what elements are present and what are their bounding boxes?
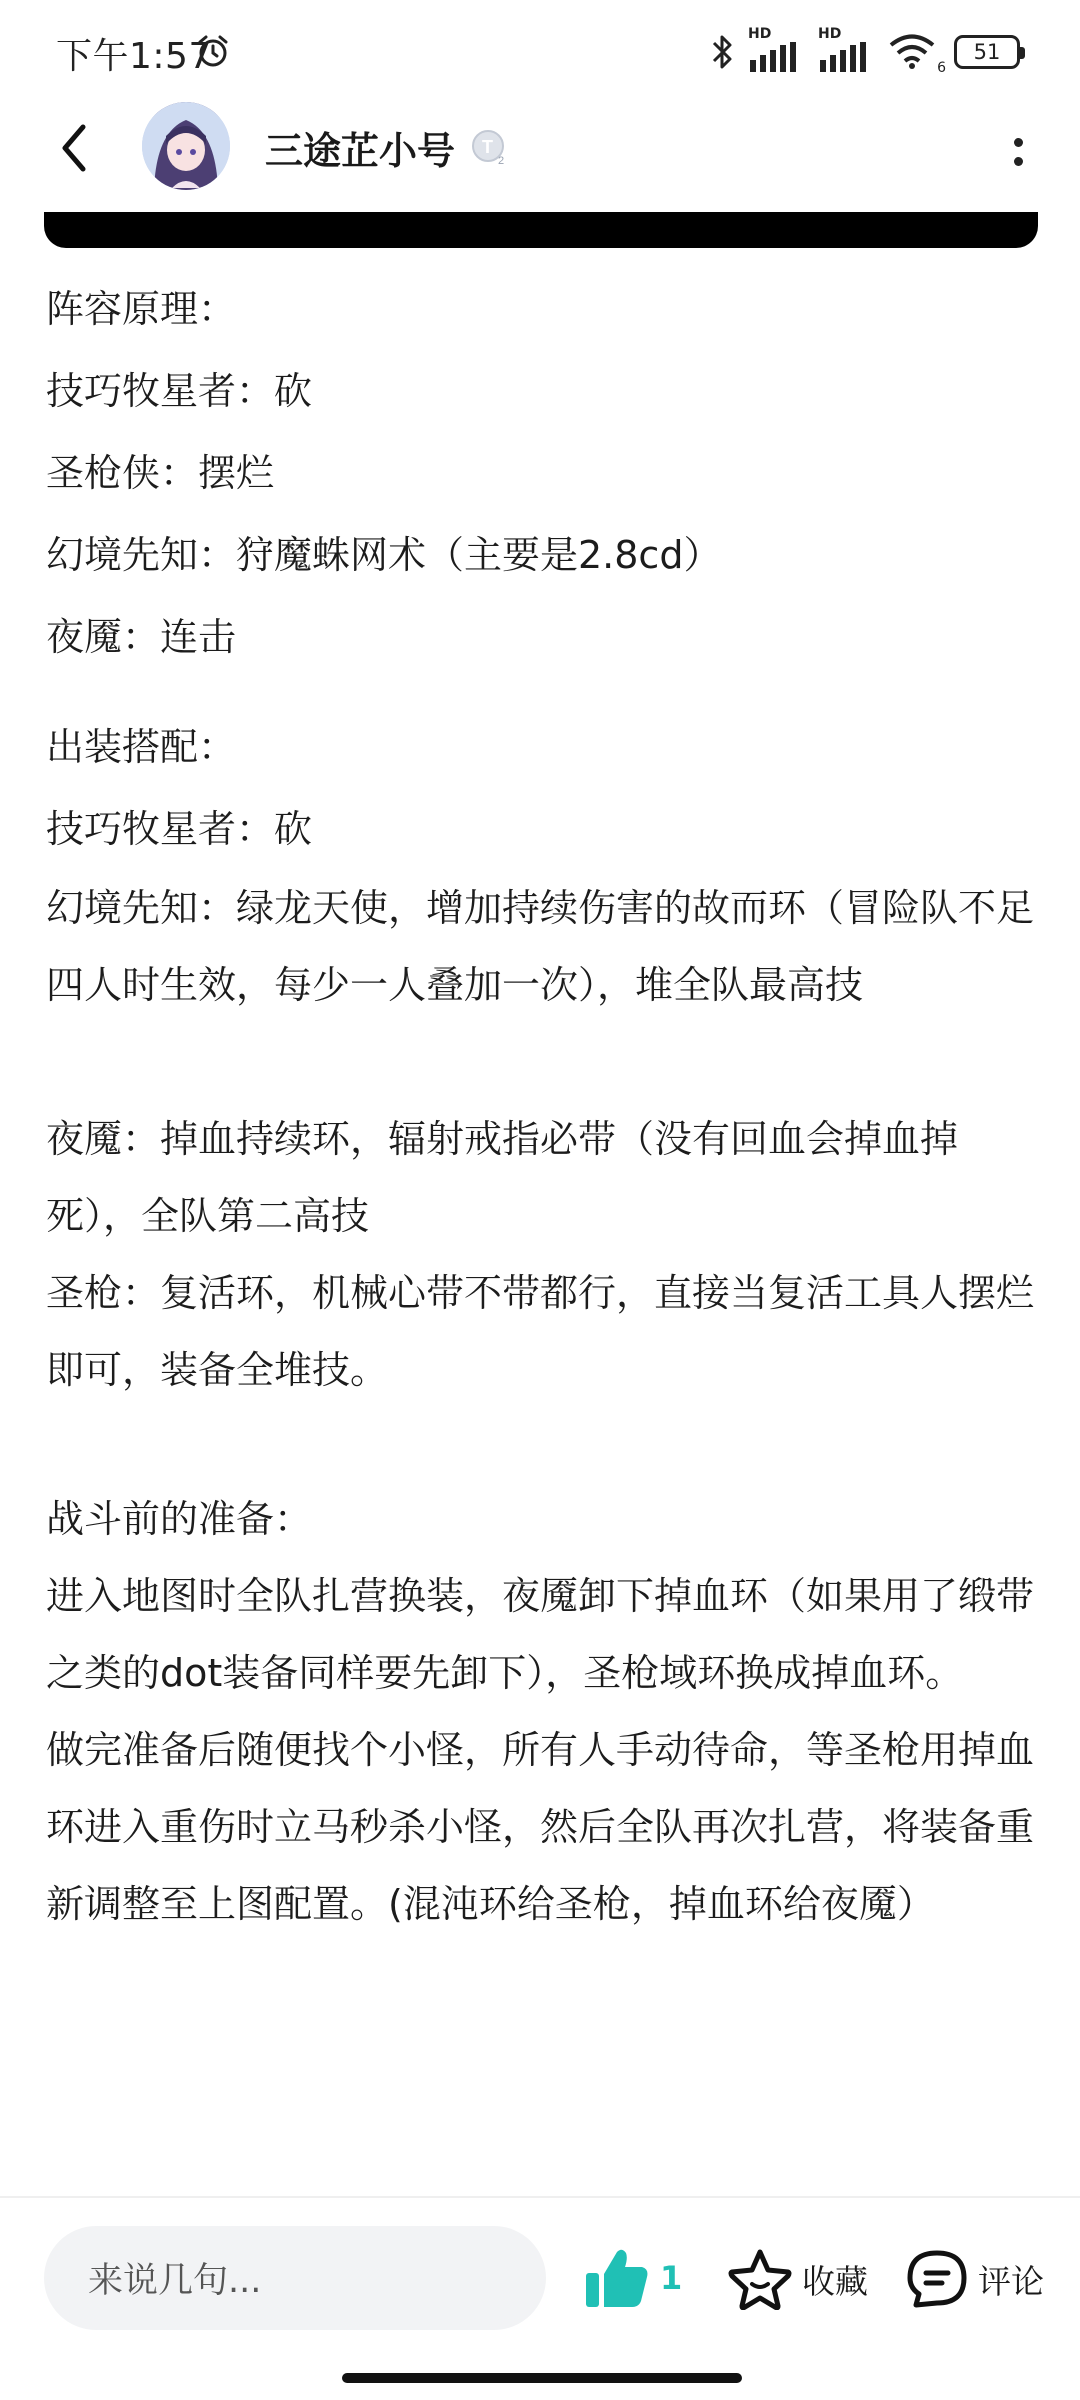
paragraph: 夜魇：连击 [46, 615, 237, 659]
paragraph: 技巧牧星者：砍 [46, 369, 313, 413]
paragraph [46, 1409, 1036, 1481]
paragraph: 进入地图时全队扎营换装，夜魇卸下掉血环（如果用了缎带之类的dot装备同样要先卸下），圣枪域环换成掉血环。 [46, 1574, 1035, 1695]
paragraph [46, 678, 1036, 706]
more-options-button[interactable] [998, 122, 1038, 182]
comment-input[interactable] [44, 2226, 546, 2330]
battery-icon [954, 35, 1020, 69]
collect-label: 收藏 [802, 2261, 868, 2301]
svg-text:2: 2 [498, 155, 505, 167]
svg-text:T: T [482, 137, 493, 157]
avatar[interactable] [142, 102, 230, 190]
post-image[interactable] [44, 212, 1038, 248]
comment-button[interactable] [906, 2244, 1044, 2314]
wifi-icon [888, 32, 936, 70]
status-time: 下午1:57 [56, 36, 212, 77]
like-button[interactable] [584, 2240, 682, 2316]
paragraph: 做完准备后随便找个小怪，所有人手动待命，等圣枪用掉血环进入重伤时立马秒杀小怪，然后全队再次扎营，将装备重新调整至上图配置。(混沌环给圣枪，掉血环给夜魇） [46, 1728, 1035, 1926]
paragraph: 圣枪侠：摆烂 [46, 451, 275, 495]
paragraph: 阵容原理： [46, 287, 237, 331]
level-badge-icon [470, 128, 510, 168]
signal-icon-2 [818, 42, 874, 72]
hd-label-2: HD [818, 26, 842, 42]
username[interactable]: 三途芷小号 [265, 129, 456, 173]
collect-button[interactable] [728, 2244, 868, 2314]
signal-icon [748, 42, 804, 72]
paragraph [46, 1024, 1036, 1101]
paragraph: 战斗前的准备： [46, 1497, 313, 1541]
chevron-left-icon [57, 123, 91, 173]
paragraph: 幻境先知：狩魔蛛网术（主要是2.8cd） [46, 533, 722, 577]
bottom-divider [0, 2196, 1080, 2198]
post-content [46, 268, 1036, 1943]
comment-bubble-icon [906, 2249, 968, 2309]
paragraph: 出装搭配： [46, 725, 237, 769]
paragraph: 圣枪：复活环，机械心带不带都行，直接当复活工具人摆烂即可，装备全堆技。 [46, 1271, 1035, 1392]
paragraph: 技巧牧星者：砍 [46, 807, 313, 851]
alarm-icon [196, 34, 230, 68]
signal-1 [748, 26, 804, 72]
home-indicator[interactable] [342, 2373, 742, 2383]
thumbs-up-icon [584, 2247, 650, 2309]
post-header [0, 100, 1080, 210]
wifi-badge: 6 [937, 60, 946, 76]
star-icon [728, 2248, 792, 2310]
signal-2 [818, 26, 874, 72]
status-bar [0, 0, 1080, 100]
avatar-image [142, 102, 230, 190]
battery-level: 51 [973, 40, 1001, 64]
bluetooth-icon [710, 33, 734, 71]
more-dot-icon [1014, 138, 1023, 147]
wifi [888, 32, 946, 76]
more-dot-icon [1014, 157, 1023, 166]
comment-label: 评论 [978, 2261, 1044, 2301]
status-icons [710, 26, 1020, 76]
hd-label: HD [748, 26, 772, 42]
back-button[interactable] [44, 118, 104, 178]
comment-placeholder: 来说几句... [88, 2261, 262, 2301]
like-count: 1 [660, 2259, 683, 2297]
paragraph: 夜魇：掉血持续环，辐射戒指必带（没有回血会掉血掉死），全队第二高技 [46, 1117, 959, 1238]
paragraph: 幻境先知：绿龙天使，增加持续伤害的故而环（冒险队不足四人时生效，每少一人叠加一次），堆全队最高技 [46, 886, 1035, 1007]
